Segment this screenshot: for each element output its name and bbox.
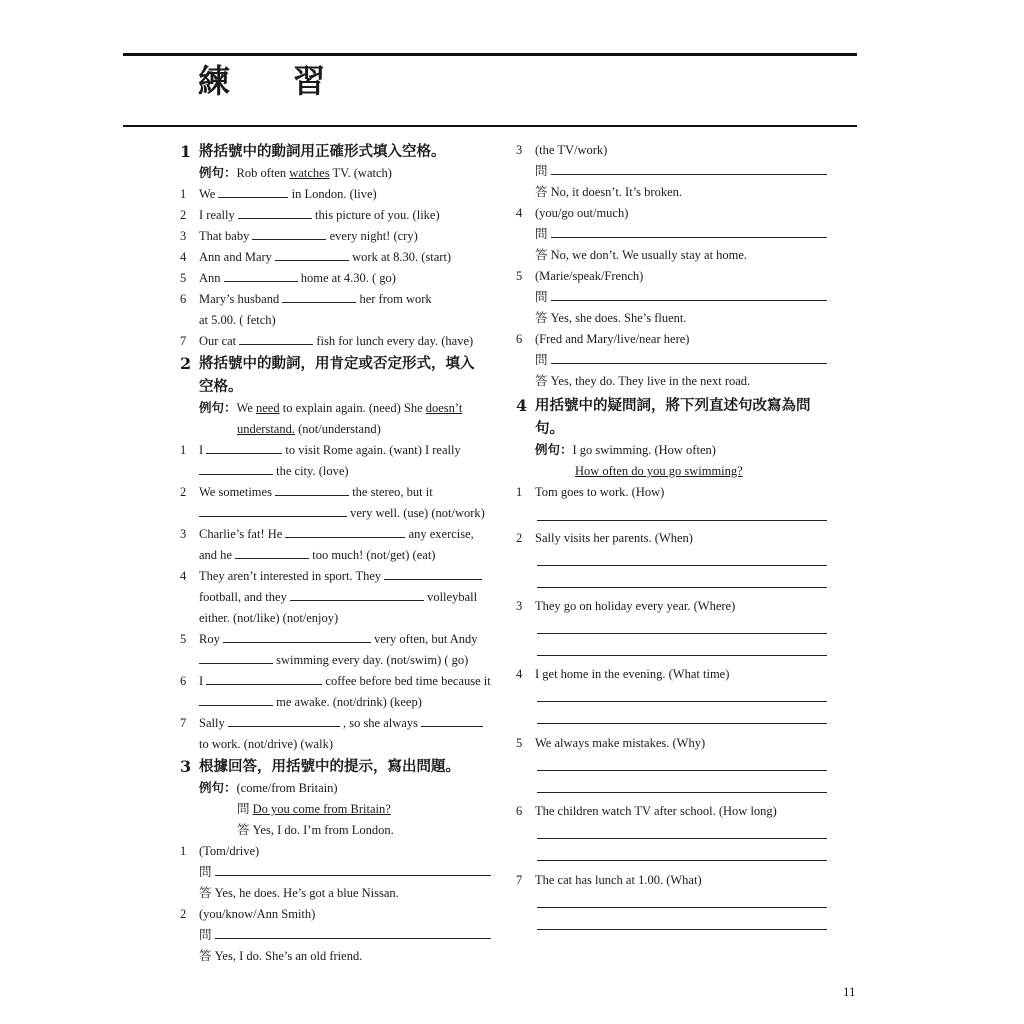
question-line[interactable] bbox=[551, 161, 827, 175]
ex3-item-prompt: 1 (Tom/drive) bbox=[180, 844, 260, 858]
answer-line[interactable] bbox=[537, 770, 827, 771]
answer-blank[interactable] bbox=[223, 629, 371, 643]
answer-blank[interactable] bbox=[199, 503, 347, 517]
ex4-item: 3 They go on holiday every year. (Where) bbox=[516, 596, 846, 664]
ex3-item-answer: 答 Yes, they do. They live in the next road. bbox=[535, 374, 751, 388]
ex2-item-cont: either. (not/like) (not/enjoy) bbox=[199, 611, 339, 625]
page-title: 練 習 bbox=[198, 62, 352, 100]
ex2-item[interactable]: 6 I coffee before bed time because it bbox=[180, 671, 510, 692]
question-line[interactable] bbox=[215, 925, 491, 939]
ex2-heading: 2 將括號中的動詞，用肯定或否定形式，填入 bbox=[180, 354, 475, 373]
answer-blank[interactable] bbox=[199, 692, 273, 706]
ex2-heading-cont: 空格。 bbox=[199, 378, 243, 395]
answer-blank[interactable] bbox=[224, 268, 298, 282]
ex1-item[interactable]: 3 That baby every night! (cry) bbox=[180, 226, 510, 247]
ex2-item-cont[interactable]: football, and they volleyball bbox=[180, 587, 510, 608]
ex2-item-cont[interactable]: very well. (use) (not/work) bbox=[180, 503, 510, 524]
ex3-item-prompt: 6 (Fred and Mary/live/near here) bbox=[516, 332, 690, 346]
answer-blank[interactable] bbox=[238, 205, 312, 219]
question-line[interactable] bbox=[215, 862, 491, 876]
ex3-item-prompt: 3 (the TV/work) bbox=[516, 143, 608, 157]
ex1-heading: 1 將括號中的動詞用正確形式填入空格。 bbox=[180, 142, 446, 161]
ex2-item-cont: to work. (not/drive) (walk) bbox=[199, 737, 333, 751]
ex1-item[interactable]: 7 Our cat fish for lunch every day. (have) bbox=[180, 331, 510, 352]
ex2-item[interactable]: 5 Roy very often, but Andy bbox=[180, 629, 510, 650]
ex1-item[interactable]: 6 Mary’s husband her from work bbox=[180, 289, 510, 310]
answer-line[interactable] bbox=[537, 792, 827, 793]
ex4-example: 例句：I go swimming. (How often) bbox=[535, 443, 716, 457]
ex4-item: 5 We always make mistakes. (Why) bbox=[516, 733, 846, 801]
answer-blank[interactable] bbox=[206, 440, 282, 454]
ex3-item-answer: 答 Yes, I do. She’s an old friend. bbox=[199, 949, 363, 963]
ex2-item[interactable]: 1 I to visit Rome again. (want) I really bbox=[180, 440, 510, 461]
answer-blank[interactable] bbox=[239, 331, 313, 345]
ex4-heading-cont: 句。 bbox=[535, 420, 564, 437]
ex4-item: 2 Sally visits her parents. (When) bbox=[516, 528, 846, 596]
ex3-item-answer: 答 No, it doesn’t. It’s broken. bbox=[535, 185, 682, 199]
ex3-heading: 3 根據回答，用括號中的提示，寫出問題。 bbox=[180, 757, 460, 776]
answer-line[interactable] bbox=[537, 655, 827, 656]
right-column bbox=[516, 140, 846, 938]
answer-blank[interactable] bbox=[285, 524, 405, 538]
ex3-item-prompt: 4 (you/go out/much) bbox=[516, 206, 629, 220]
ex4-heading: 4 用括號中的疑問詞，將下列直述句改寫為問 bbox=[516, 396, 811, 415]
ex3-example-q: 問 Do you come from Britain? bbox=[237, 802, 391, 816]
answer-blank[interactable] bbox=[282, 289, 356, 303]
ex3-item-question[interactable]: 問 bbox=[516, 350, 846, 371]
answer-blank[interactable] bbox=[421, 713, 483, 727]
ex4-item: 4 I get home in the evening. (What time) bbox=[516, 664, 846, 733]
ex4-item: 6 The children watch TV after school. (How long) bbox=[516, 801, 846, 870]
ex3-item-prompt: 2 (you/know/Ann Smith) bbox=[180, 907, 316, 921]
answer-line[interactable] bbox=[537, 860, 827, 861]
title-rule bbox=[123, 125, 857, 127]
ex2-item[interactable]: 4 They aren’t interested in sport. They bbox=[180, 566, 510, 587]
answer-line[interactable] bbox=[537, 587, 827, 588]
ex3-item-prompt: 5 (Marie/speak/French) bbox=[516, 269, 644, 283]
answer-blank[interactable] bbox=[206, 671, 322, 685]
answer-line[interactable] bbox=[537, 520, 827, 521]
ex3-item-question[interactable]: 問 bbox=[516, 161, 846, 182]
ex3-item-answer: 答 Yes, he does. He’s got a blue Nissan. bbox=[199, 886, 399, 900]
ex1-item[interactable]: 2 I really this picture of you. (like) bbox=[180, 205, 510, 226]
ex3-item-answer: 答 No, we don’t. We usually stay at home. bbox=[535, 248, 748, 262]
ex3-example: 例句：(come/from Britain) bbox=[199, 781, 338, 795]
ex1-item[interactable]: 5 Ann home at 4.30. ( go) bbox=[180, 268, 510, 289]
ex2-item-cont[interactable]: swimming every day. (not/swim) ( go) bbox=[180, 650, 510, 671]
answer-blank[interactable] bbox=[275, 482, 349, 496]
question-line[interactable] bbox=[551, 350, 827, 364]
answer-blank[interactable] bbox=[235, 545, 309, 559]
ex3-item-question[interactable]: 問 bbox=[516, 224, 846, 245]
ex3-example-a: 答 Yes, I do. I’m from London. bbox=[237, 823, 394, 837]
answer-line[interactable] bbox=[537, 565, 827, 566]
question-line[interactable] bbox=[551, 287, 827, 301]
ex2-example: 例句：We need to explain again. (need) She doesn’t bbox=[199, 401, 463, 415]
answer-line[interactable] bbox=[537, 929, 827, 930]
answer-line[interactable] bbox=[537, 838, 827, 839]
answer-blank[interactable] bbox=[384, 566, 482, 580]
ex4-item: 7 The cat has lunch at 1.00. (What) bbox=[516, 870, 846, 938]
ex3-item-question[interactable]: 問 bbox=[180, 862, 510, 883]
ex1-item[interactable]: 4 Ann and Mary work at 8.30. (start) bbox=[180, 247, 510, 268]
left-column bbox=[180, 140, 510, 967]
ex2-item[interactable]: 2 We sometimes the stereo, but it bbox=[180, 482, 510, 503]
ex1-item-cont: at 5.00. ( fetch) bbox=[199, 313, 276, 327]
answer-line[interactable] bbox=[537, 701, 827, 702]
answer-blank[interactable] bbox=[275, 247, 349, 261]
page-number: 11 bbox=[843, 984, 856, 999]
answer-blank[interactable] bbox=[290, 587, 424, 601]
answer-blank[interactable] bbox=[199, 461, 273, 475]
ex2-item-cont[interactable]: me awake. (not/drink) (keep) bbox=[180, 692, 510, 713]
answer-blank[interactable] bbox=[228, 713, 340, 727]
ex3-item-question[interactable]: 問 bbox=[516, 287, 846, 308]
answer-blank[interactable] bbox=[218, 184, 288, 198]
ex1-item[interactable]: 1 We in London. (live) bbox=[180, 184, 510, 205]
ex1-example: 例句：Rob often watches TV. (watch) bbox=[199, 166, 392, 180]
answer-line[interactable] bbox=[537, 907, 827, 908]
ex4-example-answer: How often do you go swimming? bbox=[575, 464, 743, 478]
ex2-example-cont: understand. (not/understand) bbox=[237, 422, 381, 436]
ex3-item-question[interactable]: 問 bbox=[180, 925, 510, 946]
ex2-item-cont[interactable]: and he too much! (not/get) (eat) bbox=[180, 545, 510, 566]
ex2-item[interactable]: 7 Sally , so she always bbox=[180, 713, 510, 734]
ex2-item-cont[interactable]: the city. (love) bbox=[180, 461, 510, 482]
ex4-item: 1 Tom goes to work. (How) bbox=[516, 482, 846, 528]
answer-line[interactable] bbox=[537, 723, 827, 724]
answer-blank[interactable] bbox=[199, 650, 273, 664]
answer-blank[interactable] bbox=[252, 226, 326, 240]
ex2-item[interactable]: 3 Charlie’s fat! He any exercise, bbox=[180, 524, 510, 545]
question-line[interactable] bbox=[551, 224, 827, 238]
answer-line[interactable] bbox=[537, 633, 827, 634]
ex3-item-answer: 答 Yes, she does. She’s fluent. bbox=[535, 311, 687, 325]
